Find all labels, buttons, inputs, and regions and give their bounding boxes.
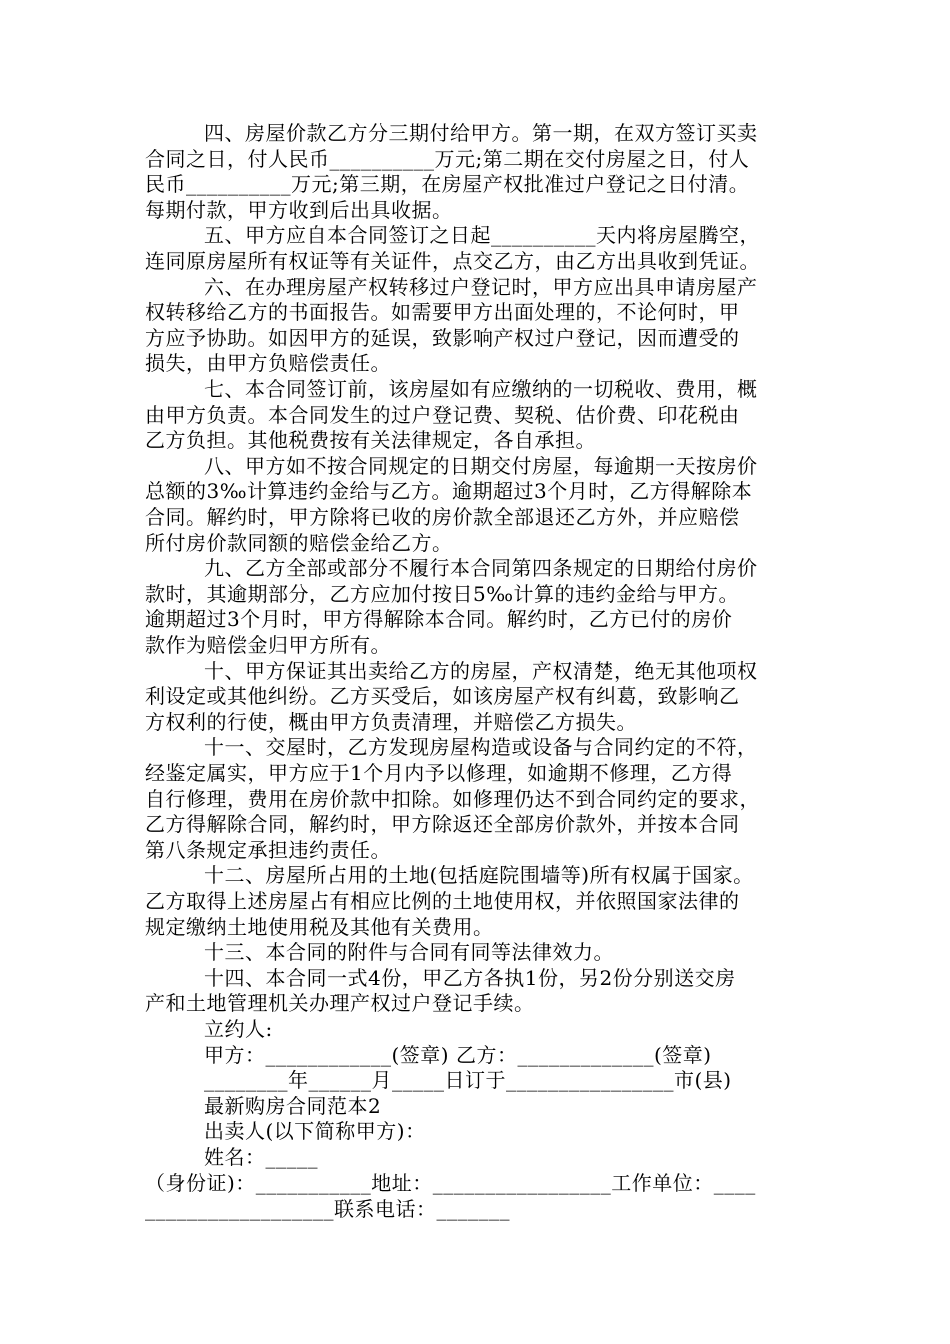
document-line: 经鉴定属实，甲方应于1个月内予以修理，如逾期不修理，乙方得 [145,761,733,785]
document-line: 乙方得解除合同，解约时，甲方除返还全部房价款外，并按本合同 [145,812,740,837]
document-line: 最新购房合同范本2 [204,1093,382,1118]
document-line: 七、本合同签订前，该房屋如有应缴纳的一切税收、费用，概 [204,377,758,401]
document-line: 利设定或其他纠纷。乙方买受后，如该房屋产权有纠葛，致影响乙 [145,684,740,709]
document-line: 连同原房屋所有权证等有关证件，点交乙方，由乙方出具收到凭证。 [145,249,760,273]
document-line: 四、房屋价款乙方分三期付给甲方。第一期，在双方签订买卖 [204,121,758,145]
document-line: 十二、房屋所占用的土地(包括庭院围墙等)所有权属于国家。 [204,863,754,888]
document-line: 第八条规定承担违约责任。 [145,837,391,862]
document-line: 方权利的行使，概由甲方负责清理，并赔偿乙方损失。 [145,709,637,734]
document-line: 八、甲方如不按合同规定的日期交付房屋，每逾期一天按房价 [204,453,758,478]
document-line: 合同。解约时，甲方除将已收的房价款全部退还乙方外，并应赔偿 [145,505,740,529]
document-line: 每期付款，甲方收到后出具收据。 [145,197,453,222]
document-line: 逾期超过3个月时，甲方得解除本合同。解约时，乙方已付的房价 [145,607,733,632]
footer-line: （身份证)：___________地址：_________________工作单位：____ [145,1171,756,1195]
document-line: 六、在办理房屋产权转移过户登记时，甲方应出具申请房屋产 [204,274,758,299]
footer-line: __________________联系电话：_______ [145,1197,510,1221]
document-line: 合同之日，付人民币__________万元;第二期在交付房屋之日，付人 [145,146,750,171]
document-line: 由甲方负责。本合同发生的过户登记费、契税、估价费、印花税由 [145,402,740,427]
document-line: 五、甲方应自本合同签订之日起__________天内将房屋腾空， [204,223,760,248]
document-line: 产和土地管理机关办理产权过户登记手续。 [145,991,535,1016]
document-line: ________年______月_____日订于________________市(县) [204,1068,732,1093]
document-line: 九、乙方全部或部分不履行本合同第四条规定的日期给付房价 [204,556,758,581]
document-line: 权转移给乙方的书面报告。如需要甲方出面处理的，不论何时，甲 [145,300,740,325]
document-line: 姓名：_____ [204,1145,318,1169]
document-line: 出卖人(以下简称甲方)： [204,1119,426,1144]
document-line: 甲方：____________(签章) 乙方：_____________(签章) [204,1042,712,1067]
document-line: 总额的3‰计算违约金给与乙方。逾期超过3个月时，乙方得解除本 [145,479,753,504]
document-line: 立约人: [204,1017,273,1041]
document-line: 民币__________万元;第三期，在房屋产权批准过户登记之日付清。 [145,172,750,197]
document-line: 十、甲方保证其出卖给乙方的房屋，产权清楚，绝无其他项权 [204,658,758,683]
document-line: 方应予协助。如因甲方的延误，致影响产权过户登记，因而遭受的 [145,325,740,350]
document-line: 款作为赔偿金归甲方所有。 [145,633,391,657]
document-line: 乙方负担。其他税费按有关法律规定，各自承担。 [145,428,596,453]
document-line: 损失，由甲方负赔偿责任。 [145,351,391,376]
document-line: 所付房价款同额的赔偿金给乙方。 [145,530,453,555]
document-line: 款时，其逾期部分，乙方应加付按日5‰计算的违约金给与甲方。 [145,581,740,606]
document-line: 规定缴纳土地使用税及其他有关费用。 [145,914,494,939]
document-line: 乙方取得上述房屋占有相应比例的土地使用权，并依照国家法律的 [145,889,740,913]
document-line: 自行修理，费用在房价款中扣除。如修理仍达不到合同约定的要求， [145,786,760,811]
document-line: 十四、本合同一式4份，甲乙方各执1份，另2份分别送交房 [204,965,736,990]
document-line: 十三、本合同的附件与合同有同等法律效力。 [204,940,614,965]
document-line: 十一、交屋时，乙方发现房屋构造或设备与合同约定的不符， [204,735,758,760]
